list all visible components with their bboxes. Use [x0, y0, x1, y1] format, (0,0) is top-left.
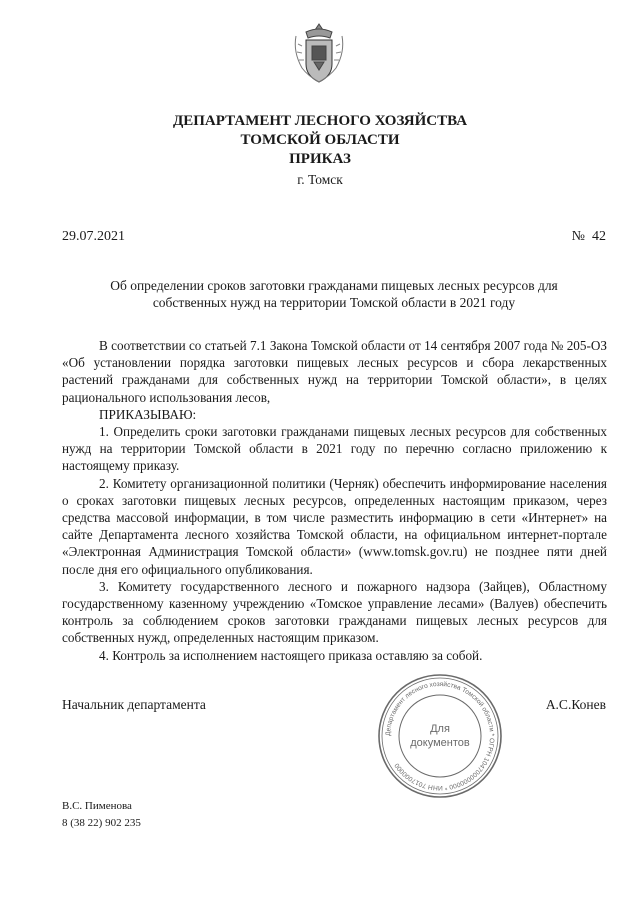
stamp-center-line1: Для	[430, 723, 450, 735]
document-subject	[80, 277, 588, 311]
document-date: 29.07.2021	[62, 229, 125, 244]
document-number: № 42	[571, 229, 606, 244]
stamp-center-line2: документов	[410, 737, 470, 749]
order-word: ПРИКАЗЫВАЮ:	[99, 406, 197, 422]
subject-line1: Об определении сроков заготовки гражданами пищевых лесных ресурсов для	[110, 278, 558, 293]
svg-text:Департамент лесного хозяйства	[385, 680, 495, 791]
department-name-line1: ДЕПАРТАМЕНТ ЛЕСНОГО ХОЗЯЙСТВА	[172, 113, 468, 129]
order-item-2: 2. Комитету организационной политики (Черняк) обеспечить информирование населения о сроках заготовки пищевых лесных ресурсов, определенных настоящим приказом, через средства массовой информации, в том числе разместить информацию в сети «Интернет» на сайте Департамента лесного хозяйства Томской области, на официальном интернет-портале «Электронная Администрация Томской области» (www.tomsk.gov.ru) не позднее пяти дней после дня его официального опубликования.	[62, 475, 607, 577]
coat-of-arms-icon	[292, 22, 346, 86]
executor-name: В.С. Пименова	[62, 800, 132, 812]
official-stamp	[376, 672, 504, 800]
signer-title: Начальник департамента	[62, 697, 206, 712]
document-body	[62, 337, 607, 664]
order-item-4: 4. Контроль за исполнением настоящего приказа оставляю за собой.	[99, 647, 483, 663]
subject-line2: собственных нужд на территории Томской области в 2021 году	[152, 295, 516, 310]
signer-name: А.С.Конев	[545, 697, 606, 712]
order-item-1: 1. Определить сроки заготовки гражданами пищевых лесных ресурсов для собственных нужд на территории Томской области в 2021 году по перечню согласно приложению к настоящему приказу.	[62, 424, 607, 474]
city: г. Томск	[297, 172, 343, 187]
order-item-3: 3. Комитету государственного лесного и пожарного надзора (Зайцев), Областному государственному казенному учреждению «Томское управление лесами» (Валуев) обеспечить контроль за соблюдением сроков заготовки гражданами пищевых лесных ресурсов для собственных нужд, определенных настоящим приказом.	[62, 578, 607, 646]
executor-info	[62, 798, 141, 832]
preamble-paragraph: В соответствии со статьей 7.1 Закона Томской области от 14 сентября 2007 года № 205-ОЗ «Об установлении порядка заготовки пищевых лесных ресурсов и сбора лекарственных растений гражданами для собственных нужд на территории Томской области», в целях рационального использования лесов,	[62, 338, 607, 405]
department-name-line2: ТОМСКОЙ ОБЛАСТИ	[240, 132, 400, 148]
document-header	[0, 112, 640, 189]
executor-phone: 8 (38 22) 902 235	[62, 817, 141, 829]
stamp-ring-text: Департамент лесного хозяйства Томской области * ОГРН 1047000000000 * ИНН 7017000000	[384, 680, 496, 792]
document-type: ПРИКАЗ	[289, 151, 351, 167]
